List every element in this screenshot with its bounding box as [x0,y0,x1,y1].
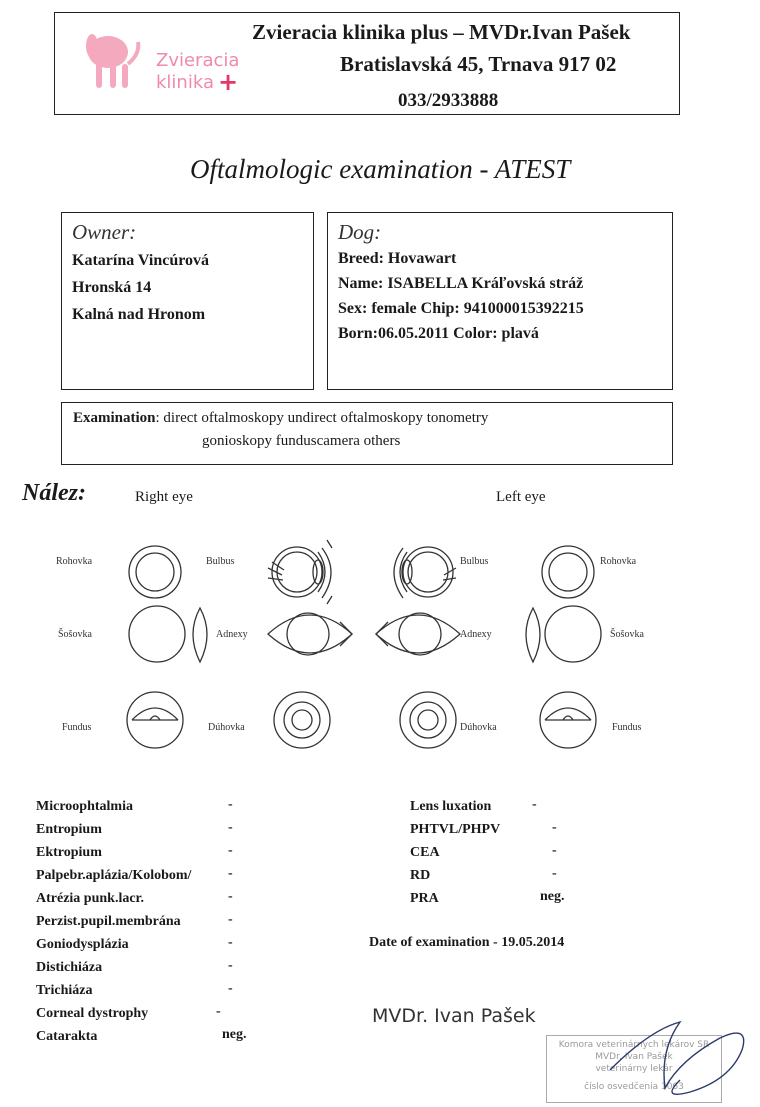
lens-right-diagram [129,606,207,662]
logo-plus-icon: + [218,68,239,96]
finding-left-row [36,958,266,981]
finding-left-value: - [228,935,233,950]
label-fundus-left: Fundus [612,722,642,733]
examination-methods-row1: : direct oftalmoskopy undirect oftalmoskopy tonometry [155,410,489,426]
finding-right-label: PRA [410,891,439,906]
finding-left-row [36,843,266,866]
finding-right-row [410,843,610,866]
findings-list-left [36,797,266,1050]
finding-right-value: - [552,820,557,835]
finding-left-label: Microophtalmia [36,799,133,814]
document-title: Oftalmologic examination - ATEST [190,154,571,184]
clinic-address: Bratislavská 45, Trnava 917 02 [340,52,617,76]
adnexa-right-diagram [268,613,352,655]
finding-left-label: Perzist.pupil.membrána [36,914,181,929]
finding-left-value: - [228,958,233,973]
label-adnexy-right: Adnexy [216,629,248,640]
finding-left-label: Goniodysplázia [36,937,129,952]
fundus-right-diagram [127,692,183,748]
label-adnexy-left: Adnexy [460,629,492,640]
fundus-left-diagram [540,692,596,748]
dog-heading: Dog: [338,220,382,244]
finding-left-label: Atrézia punk.lacr. [36,891,144,906]
finding-left-row [36,866,266,889]
label-duhovka-left: Dúhovka [460,722,497,733]
finding-left-row [36,981,266,1004]
finding-left-row [36,797,266,820]
logo-text-line1: Zvieracia [156,50,240,71]
finding-left-row [36,935,266,958]
stamp-line2: MVDr. Ivan Pašek [595,1052,673,1062]
finding-left-value: neg. [222,1027,247,1042]
findings-title: Nález: [22,480,86,506]
owner-street: Hronská 14 [72,279,152,296]
finding-right-label: Lens luxation [410,799,492,814]
finding-left-row [36,1004,266,1027]
finding-left-value: - [228,843,233,858]
finding-right-value: - [552,843,557,858]
finding-right-label: PHTVL/PHPV [410,822,501,837]
finding-left-value: - [228,889,233,904]
finding-right-label: RD [410,868,431,883]
label-duhovka-right: Dúhovka [208,722,245,733]
owner-city: Kalná nad Hronom [72,306,206,323]
owner-heading: Owner: [72,220,137,244]
finding-right-value: neg. [540,889,565,904]
finding-left-value: - [228,866,233,881]
adnexa-left-diagram [376,613,460,655]
finding-right-value: - [532,797,537,812]
finding-left-value: - [228,981,233,996]
finding-left-row [36,912,266,935]
owner-name: Katarína Vincúrová [72,252,210,269]
examination-methods-row2: gonioskopy funduscamera others [202,433,401,449]
finding-right-row [410,797,610,820]
vet-name: MVDr. Ivan Pašek [372,1005,536,1027]
finding-left-label: Distichiáza [36,960,103,975]
finding-left-label: Trichiáza [36,983,93,998]
finding-right-row [410,866,610,889]
bulbus-right-diagram [268,540,332,604]
clinic-name: Zvieracia klinika plus – MVDr.Ivan Pašek [252,20,631,44]
iris-right-diagram [274,692,330,748]
finding-left-label: Ektropium [36,845,102,860]
examination-label: Examination [73,410,156,426]
eye-diagrams [0,520,760,770]
bulbus-left-diagram [394,547,456,598]
left-eye-label: Left eye [496,489,546,505]
finding-left-value: - [216,1004,221,1019]
exam-date: Date of examination - 19.05.2014 [369,935,565,950]
finding-left-value: - [228,820,233,835]
finding-right-row [410,820,610,843]
finding-left-value: - [228,912,233,927]
label-bulbus-left: Bulbus [460,556,489,567]
dog-name: Name: ISABELLA Kráľovská stráž [338,275,584,292]
finding-left-label: Catarakta [36,1029,98,1044]
cornea-left-diagram [542,546,594,598]
signature [590,1010,760,1100]
right-eye-label: Right eye [135,489,193,505]
dog-born-color: Born:06.05.2011 Color: plavá [338,325,539,342]
stamp-line1: Komora veterinárnych lekárov SR [558,1040,710,1050]
label-sosovka-left: Šošovka [610,629,644,640]
dog-sex-chip: Sex: female Chip: 941000015392215 [338,300,584,317]
label-rohovka-right: Rohovka [56,556,93,567]
examination-row1 [73,410,488,427]
finding-left-row [36,889,266,912]
label-rohovka-left: Rohovka [600,556,637,567]
finding-left-row [36,820,266,843]
finding-left-label: Palpebr.aplázia/Kolobom/ [36,868,192,883]
label-bulbus-right: Bulbus [206,556,235,567]
iris-left-diagram [400,692,456,748]
label-sosovka-right: Šošovka [58,629,92,640]
finding-left-row [36,1027,266,1050]
stamp-line4: číslo osvedčenia 1063 [584,1082,684,1092]
finding-right-label: CEA [410,845,440,860]
finding-left-label: Corneal dystrophy [36,1006,149,1021]
finding-right-value: - [552,866,557,881]
dog-breed: Breed: Hovawart [338,250,457,267]
findings-list-right [410,797,610,912]
label-fundus-right: Fundus [62,722,92,733]
lens-left-diagram [526,606,601,662]
finding-right-row [410,889,610,912]
stamp-line3: veterinárny lekár [595,1064,673,1074]
cornea-right-diagram [129,546,181,598]
clinic-phone: 033/2933888 [398,90,499,111]
finding-left-value: - [228,797,233,812]
finding-left-label: Entropium [36,822,102,837]
logo-text-line2: klinika [156,72,214,93]
